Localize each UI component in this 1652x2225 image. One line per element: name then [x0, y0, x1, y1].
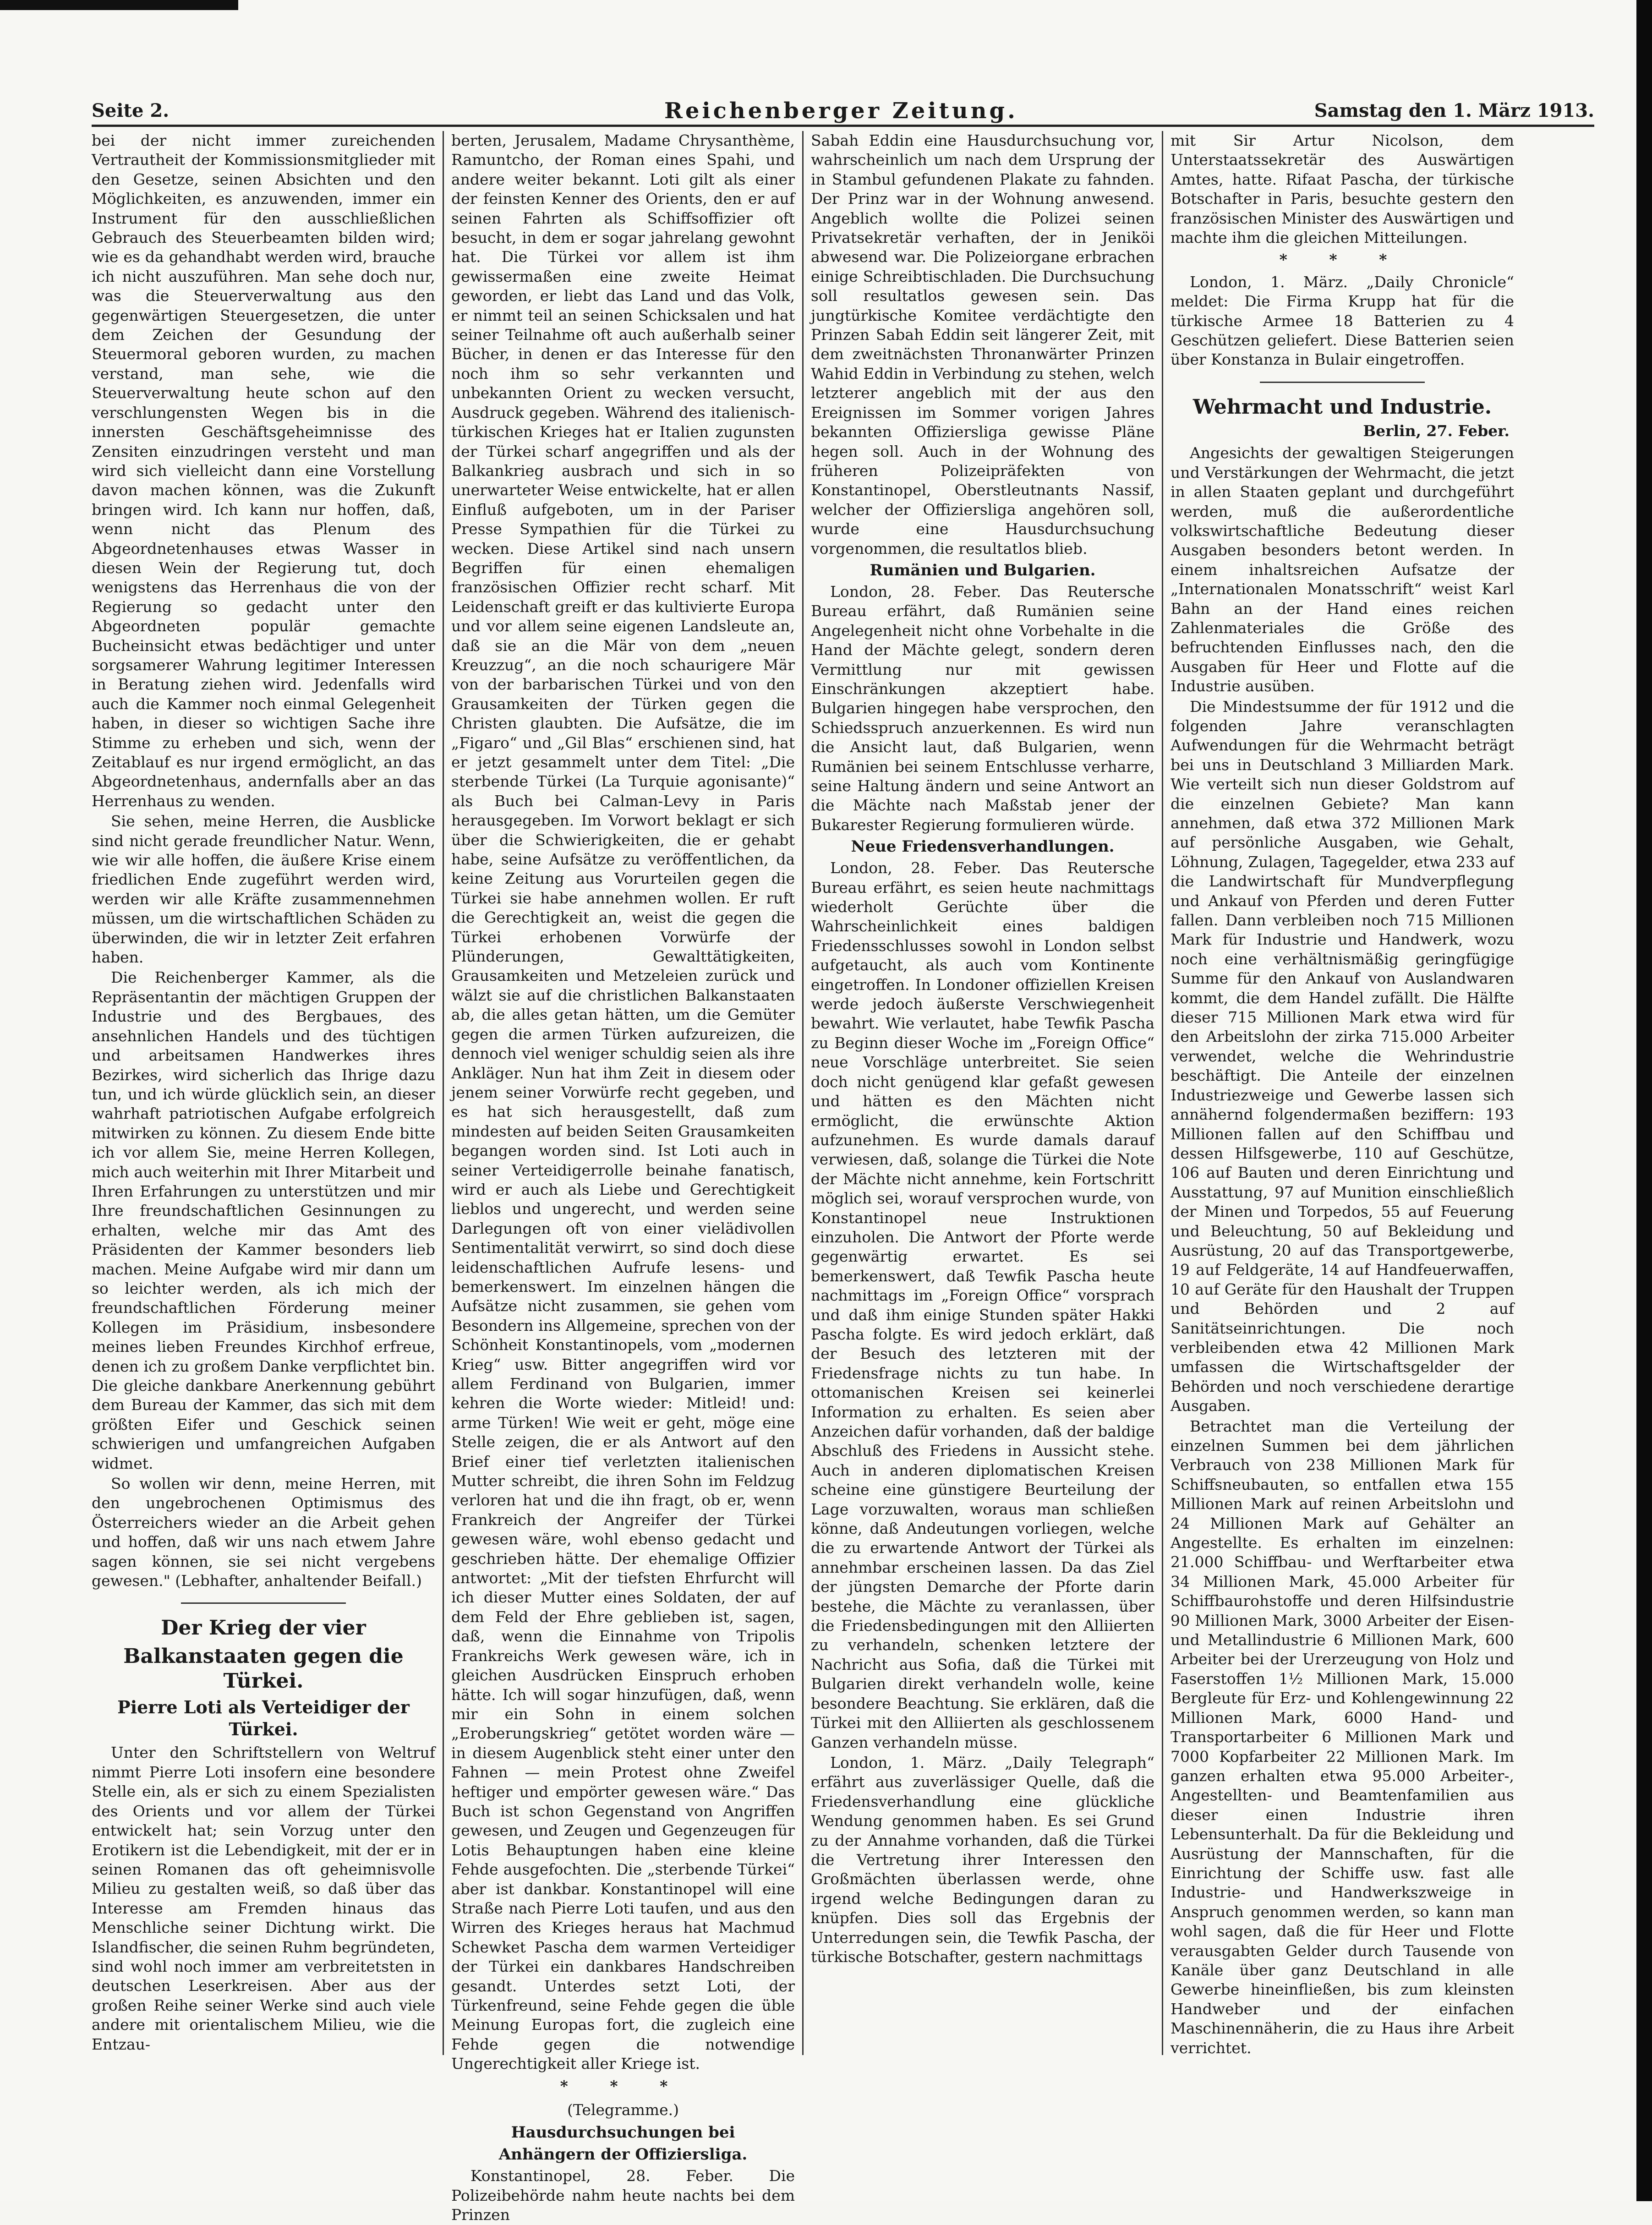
- column-separator: [802, 131, 804, 2055]
- section-heading: Wehrmacht und Industrie.: [1193, 395, 1492, 419]
- article-paragraph: Die Mindestsumme der für 1912 und die folgenden Jahre veranschlagten Aufwendungen für die Wehrmacht beträgt bei uns in Deutschland 3 Milliarden Mark. Wie verteilt sich nun dieser Goldstrom auf die einzelnen Gebiete? Man kann annehmen, daß etwa 372 Millionen Mark auf persönliche Ausgaben, wie Gehalt, Löhnung, Zulagen, Tagegelder, etwa 233 auf die Landwirtschaft für Mundverpflegung und Ankauf von Pferden und deren Futter fallen. Dann verbleiben noch 715 Millionen Mark für Industrie und Handwerk, wozu noch eine verhältnismäßig geringfügige Summe für den Ankauf von Auslandwaren kommt, die dem Handel zufällt. Die Hälfte dieser 715 Millionen Mark etwa wird für den Arbeitslohn der zirka 715.000 Arbeiter verwendet, welche die Wehrindustrie beschäftigt. Die Anteile der einzelnen Industriezweige und Gewerbe lassen sich annähernd folgendermaßen beziffern: 193 Millionen fallen auf den Schiffbau und dessen Hilfsgewerbe, 110 auf Geschütze, 106 auf Bauten und deren Einrichtung und Ausstattung, 97 auf Munition einschließlich der Minen und Torpedos, 55 auf Feuerung und Beleuchtung, 50 auf Bekleidung und Ausrüstung, 20 auf das Transportgewerbe, 19 auf Feldgeräte, 14 auf Handfeuerwaffen, 10 auf Geräte für den Haushalt der Truppen und Behörden und 2 auf Sanitätseinrichtungen. Die noch verbleibenden etwa 42 Millionen Mark umfassen die Wirtschaftsgelder der Behörden und noch verschiedene derartige Ausgaben.: [1171, 697, 1514, 1415]
- article-heading: Neue Friedensverhandlungen.: [851, 837, 1115, 856]
- column-1: [92, 131, 435, 2055]
- scan-edge-top: [0, 0, 238, 10]
- column-separator: [1162, 131, 1163, 2055]
- scan-edge: [1636, 0, 1652, 2201]
- article-heading: Anhängern der Offiziersliga.: [498, 2145, 748, 2164]
- article-paragraph: Sie sehen, meine Herren, die Ausblicke sind nicht gerade freundlicher Natur. Wenn, wie wir alle hoffen, die äußere Krise einem friedlichen Ende zugeführt werden wird, werden wir alle Kräfte zusammennehmen müssen, um die wirtschaftlichen Schäden zu überwinden, die wir in letzter Zeit erfahren haben.: [92, 812, 435, 967]
- article-paragraph: So wollen wir denn, meine Herren, mit den ungebrochenen Optimismus des Österreichers wieder an die Arbeit gehen und hoffen, daß wir uns nach etwem Jahre sagen können, sie sei nicht vergebens gewesen." (Lebhafter, anhaltender Beifall.): [92, 1475, 435, 1590]
- article-heading: Pierre Loti als Verteidiger der Türkei.: [117, 1697, 410, 1740]
- section-stars: * * *: [1279, 251, 1406, 269]
- section-heading: Der Krieg der vier: [161, 1616, 366, 1640]
- page-header: [92, 96, 1594, 128]
- article-paragraph: mit Sir Artur Nicolson, dem Unterstaatssekretär des Auswärtigen Amtes, hatte. Rifaat Pascha, der türkische Botschafter in Paris, besuchte gestern den französischen Minister des Auswärtigen und machte ihm die gleichen Mitteilungen.: [1171, 131, 1514, 247]
- column-separator: [443, 131, 444, 2055]
- article-paragraph: London, 28. Feber. Das Reutersche Bureau erfährt, daß Rumänien seine Angelegenheit nicht ohne Vorbehalte in die Hand der Mächte gelegt, sondern deren Vermittlung nur mit gewissen Einschränkungen akzeptiert habe. Bulgarien hingegen habe versprochen, den Schiedsspruch anzuerkennen. Es wird nun die Ansicht laut, daß Bulgarien, wenn Rumänien bei seinem Entschlusse verharre, seine Haltung ändern und seine Antwort an die Mächte nach Maßstab jener der Bukarester Regierung formulieren würde.: [811, 582, 1154, 834]
- article-paragraph: London, 1. März. „Daily Chronicle“ meldet: Die Firma Krupp hat für die türkische Armee 18 Batterien zu 4 Geschützen geliefert. Diese Batterien seien über Konstanza in Bulair eingetroffen.: [1171, 273, 1514, 369]
- dateline: Berlin, 27. Feber.: [1363, 421, 1510, 440]
- section-divider: [1260, 382, 1425, 383]
- section-stars: * * *: [560, 2077, 686, 2095]
- article-paragraph: Angesichts der gewaltigen Steigerungen und Verstärkungen der Wehrmacht, die jetzt in allen Staaten geplant und durchgeführt werden, muß die außerordentliche volkswirtschaftliche Bedeutung dieser Ausgaben besonders betont werden. In einem inhaltsreichen Aufsatze der „Internationalen Monatsschrift“ weist Karl Bahn an der Hand eines reichen Zahlenmateriales die Größe des befruchtenden Einflusses nach, den die Ausgaben für Heer und Flotte auf die Industrie ausüben.: [1171, 444, 1514, 695]
- issue-date: Samstag den 1. März 1913.: [1314, 100, 1594, 121]
- article-paragraph: Betrachtet man die Verteilung der einzelnen Summen bei dem jährlichen Verbrauch von 238 Millionen Mark für Schiffsneubauten, so entfallen etwa 155 Millionen Mark auf reinen Arbeitslohn und 24 Millionen Mark auf Gehälter an Angestellte. Es erhalten im einzelnen: 21.000 Schiffbau- und Werftarbeiter etwa 34 Millionen Mark, 45.000 Arbeiter für Schiffbaurohstoffe und deren Hilfsindustrie 90 Millionen Mark, 3000 Arbeiter der Eisen- und Metallindustrie 6 Millionen Mark, 600 Arbeiter bei der Urerzeugung von Holz und Faserstoffen 1½ Millionen Mark, 15.000 Bergleute für Erz- und Kohlengewinnung 22 Millionen Mark, 6000 Hand- und Transportarbeiter 6 Millionen Mark und 7000 Kopfarbeiter 22 Millionen Mark. Im ganzen erhalten etwa 95.000 Arbeiter-, Angestellten- und Beamtenfamilien aus dieser einen Industrie ihren Lebensunterhalt. Da für die Bekleidung und Ausrüstung der Mannschaften, für die Einrichtung der Schiffe usw. fast alle Industrie- und Handwerkszweige in Anspruch genommen werden, so kann man wohl sagen, daß die für Heer und Flotte verausgabten Gelder durch Tausende von Kanäle über ganz Deutschland in alle Gewerbe hineinfließen, bis zum kleinsten Handweber und der einfachen Maschinennäherin, die zu Haus ihre Arbeit verrichtet.: [1171, 1417, 1514, 2057]
- section-divider: [181, 1602, 346, 1604]
- section-heading: Balkanstaaten gegen die Türkei.: [123, 1645, 404, 1693]
- article-paragraph: London, 1. März. „Daily Telegraph“ erfährt aus zuverlässiger Quelle, daß die Friedensverhandlung eine glückliche Wendung genommen haben. Es sei Grund zu der Annahme vorhanden, daß die Türkei die Vertretung ihrer Interessen den Großmächten überlassen werde, ohne irgend welche Bedingungen daran zu knüpfen. Dies soll das Ergebnis der Unterredungen sein, die Tewfik Pascha, der türkische Botschafter, gestern nachmittags: [811, 1753, 1154, 1966]
- article-paragraph: Konstantinopel, 28. Feber. Die Polizeibehörde nahm heute nachts bei dem Prinzen: [451, 2167, 795, 2224]
- article-paragraph: berten, Jerusalem, Madame Chrysanthème, Ramuntcho, der Roman eines Spahi, und andere weiter bekannt. Loti gilt als einer der feinsten Kenner des Orients, den er auf seinen Fahrten als Schiffsoffizier oft besucht, in dem er sogar jahrelang gewohnt hat. Die Türkei vor allem ist ihm gewissermaßen eine zweite Heimat geworden, er liebt das Land und das Volk, er nimmt teil an seinen Schicksalen und hat seiner Teilnahme oft auch außerhalb seiner Bücher, in denen er das Interesse für den noch ihm so sehr verkannten und unbekannten Orient zu wecken versucht, Ausdruck gegeben. Während des italienisch-türkischen Krieges hat er Italien zugunsten der Türkei scharf angegriffen und als der Balkankrieg ausbrach und sich in so unerwarteter Weise entwickelte, hat er allen Einfluß aufgeboten, um in der Pariser Presse Sympathien für die Türkei zu wecken. Diese Artikel sind nach unsern Begriffen für einen ehemaligen französischen Offizier recht scharf. Mit Leidenschaft greift er das kultivierte Europa und vor allem seine eigenen Landsleute an, daß sie an die Mär von dem „neuen Kreuzzug“, an die noch schaurigere Mär von der barbarischen Türkei und von den Grausamkeiten der Türken gegen die Christen glaubten. Die Aufsätze, die im „Figaro“ und „Gil Blas“ erschienen sind, hat er jetzt gesammelt unter dem Titel: „Die sterbende Türkei (La Turquie agonisante)“ als Buch bei Calman-Levy in Paris herausgegeben. Im Vorwort beklagt er sich über die Schwierigkeiten, die er gehabt habe, seine Aufsätze zu veröffentlichen, da keine Zeitung aus Vorurteilen gegen die Türkei sie habe annehmen wollen. Er ruft die Gerechtigkeit an, weist die gegen die Türkei erhobenen Vorwürfe der Plünderungen, Gewalttätigkeiten, Grausamkeiten und Metzeleien zurück und wälzt sie auf die christlichen Balkanstaaten ab, die alles getan hätten, um die Gemüter gegen die armen Türken aufzureizen, die dennoch viel weniger schuldig seien als ihre Ankläger. Nun hat ihm Zeit in diesem oder jenem seiner Vorwürfe recht gegeben, und es hat sich herausgestellt, daß zum mindesten auf beiden Seiten Grausamkeiten begangen worden sind. Ist Loti auch in seiner Verteidigerrolle beinahe fanatisch, wird er auch als Liebe und Gerechtigkeit lieblos und ungerecht, und werden seine Darlegungen oft von einer vielädivollen Sentimentalität verwirrt, so sind doch diese leidenschaftlichen Aufrufe lesens- und bemerkenswert. Im einzelnen hängen die Aufsätze nicht zusammen, sie gehen vom Besondern ins Allgemeine, sprechen von der Schönheit Konstantinopels, vom „modernen Krieg“ usw. Bitter angegriffen wird vor allem Ferdinand von Bulgarien, immer kehren die Worte wieder: Mitleid! und: arme Türken! Wie weit er geht, möge eine Stelle zeigen, die er als Antwort auf den Brief einer tief verletzten italienischen Mutter schreibt, die ihren Sohn im Feldzug verloren hat und die ihn fragt, ob er, wenn Frankreich der Angreifer der Türkei gewesen wäre, wohl ebenso gedacht und geschrieben hätte. Der ehemalige Offizier antwortet: „Mit der tiefsten Ehrfurcht will ich dieser Mutter eines Soldaten, der auf dem Feld der Ehre geblieben ist, sagen, daß, wenn die Einnahme von Tripolis Frankreichs Werk gewesen wäre, ich in gleichen Ausdrücken Einspruch erhoben hätte. Ich will sogar hinzufügen, daß, wenn mir ein Sohn in einem solchen „Eroberungskrieg“ getötet worden wäre — in diesem Augenblick steht einer unter den Fahnen — mein Protest ohne Zweifel heftiger und empörter gewesen wäre.“ Das Buch ist schon Gegenstand von Angriffen gewesen, und Zeugen und Gegenzeugen für Lotis Behauptungen haben eine kleine Fehde ausgefochten. Die „sterbende Türkei“ aber ist dankbar. Konstantinopel will eine Straße nach Pierre Loti taufen, und aus den Wirren des Krieges heraus hat Machmud Schewket Pascha dem warmen Verteidiger der Türkei ein dankbares Handschreiben gesandt. Unterdes setzt Loti, der Türkenfreund, seine Fehde gegen die üble Meinung Europas fort, die zugleich eine Fehde gegen die notwendige Ungerechtigkeit aller Kriege ist.: [451, 131, 795, 2073]
- article-heading: Hausdurchsuchungen bei: [511, 2123, 735, 2142]
- column-3: [811, 131, 1154, 2055]
- article-paragraph: bei der nicht immer zureichenden Vertrautheit der Kommissionsmitglieder mit den Gesetze, seinen Absichten und den Möglichkeiten, es anzuwenden, immer ein Instrument für den ausschließlichen Gebrauch des Steuerbeamten bilden wird; wie es da gehandhabt werden wird, brauche ich nicht auszuführen. Man sehe doch nur, was die Steuerverwaltung aus den gegenwärtigen Steuergesetzen, die unter dem Zeichen der Gesundung der Steuermoral geboren wurden, zu machen verstand, man sehe, wie die Steuerverwaltung heute schon auf den verschlungensten Wegen bis in die innersten Geschäftsgeheimnisse des Zensiten einzudringen versteht und man wird sich vielleicht dann eine Vorstellung davon machen können, was die Zukunft bringen wird. Ich kann nur hoffen, daß, wenn nicht das Plenum des Abgeordnetenhauses etwas Wasser in diesen Wein der Regierung tut, doch wenigstens das Herrenhaus die von der Regierung so gedacht unter den Abgeordneten populär gemachte Bucheinsicht etwas bedächtiger und unter sorgsamerer Wahrung legitimer Interessen in Beratung ziehen wird. Jedenfalls wird auch die Kammer noch einmal Gelegenheit haben, in dieser so wichtigen Sache ihre Stimme zu erheben und sich, wenn der Zeitablauf es nur irgend ermöglicht, an das Abgeordnetenhaus, andernfalls aber an das Herrenhaus zu wenden.: [92, 131, 435, 810]
- article-paragraph: Sabah Eddin eine Hausdurchsuchung vor, wahrscheinlich um nach dem Ursprung der in Stambul gefundenen Plakate zu fahnden. Der Prinz war in der Wohnung anwesend. Angeblich wollte die Polizei seinen Privatsekretär verhaften, der in Jeniköi abwesend war. Die Polizeiorgane erbrachen einige Schreibtischladen. Die Durchsuchung soll resultatlos gewesen sein. Das jungtürkische Komitee verdächtigte den Prinzen Sabah Eddin seit längerer Zeit, mit dem zweitnächsten Thronanwärter Prinzen Wahid Eddin in Verbindung zu stehen, welch letzterer angeblich mit der aus den Ereignissen im Sommer vorigen Jahres bekannten Offiziersliga gewisse Pläne hegen soll. Auch in der Wohnung des früheren Polizeipräfekten von Konstantinopel, Oberstleutnants Nassif, welcher der Offiziersliga angehören soll, wurde eine Hausdurchsuchung vorgenommen, die resultatlos blieb.: [811, 131, 1154, 558]
- article-paragraph: Die Reichenberger Kammer, als die Repräsentantin der mächtigen Gruppen der Industrie und des Bergbaues, des ansehnlichen Handels und des tüchtigen und arbeitsamen Handwerkes ihres Bezirkes, wird sicherlich das Ihrige dazu tun, und ich würde glücklich sein, an dieser wahrhaft patriotischen Aufgabe erfolgreich mitwirken zu können. Zu diesem Ende bitte ich vor allem Sie, meine Herren Kollegen, mich auch weiterhin mit Ihrer Mitarbeit und Ihren Erfahrungen zu unterstützen und mir Ihre freundschaftlichen Gesinnungen zu erhalten, welche mir das Amt des Präsidenten der Kammer besonders lieb machen. Meine Aufgabe wird mir dann um so leichter werden, als ich mich der freundschaftlichen Förderung meiner Kollegen im Präsidium, insbesondere meines lieben Freundes Kirchhof erfreue, denen ich zu großem Danke verpflichtet bin. Die gleiche dankbare Anerkennung gebührt dem Bureau der Kammer, das sich mit dem größten Eifer und Geschick seinen schwierigen und umfangreichen Aufgaben widmet.: [92, 968, 435, 1472]
- page-number: Seite 2.: [92, 100, 170, 121]
- article-heading: Rumänien und Bulgarien.: [870, 561, 1096, 579]
- newspaper-title: Reichenberger Zeitung.: [664, 98, 1018, 124]
- column-4: [1171, 131, 1514, 2055]
- article-paragraph: London, 28. Feber. Das Reutersche Bureau erfährt, es seien heute nachmittags wiederholt Gerüchte über die Wahrscheinlichkeit eines baldigen Friedensschlusses sowohl in London selbst aufgetaucht, als auch vom Kontinente eingetroffen. In Londoner offiziellen Kreisen werde jedoch äußerste Verschwiegenheit bewahrt. Wie verlautet, habe Tewfik Pascha zu Beginn dieser Woche im „Foreign Office“ neue Vorschläge unterbreitet. Sie seien doch nicht genügend klar gefaßt gewesen und hätten es den Mächten nicht ermöglicht, die erwünschte Aktion aufzunehmen. Es wurde damals darauf verwiesen, daß, solange die Türkei die Note der Mächte nicht annehme, kein Fortschritt möglich sei, worauf versprochen wurde, von Konstantinopel neue Instruktionen einzuholen. Die Antwort der Pforte werde gegenwärtig erwartet. Es sei bemerkenswert, daß Tewfik Pascha heute nachmittags im „Foreign Office“ vorsprach und daß ihm einige Stunden später Hakki Pascha folgte. Es wird jedoch erklärt, daß der Besuch des letzteren mit der Friedensfrage nichts zu tun habe. In ottomanischen Kreisen sei keinerlei Information zu erhalten. Es seien aber Anzeichen dafür vorhanden, daß der baldige Abschluß des Friedens in Aussicht stehe. Auch in anderen diplomatischen Kreisen scheine eine günstigere Beurteilung der Lage vorzuwalten, woraus man schließen könne, daß Andeutungen vorliegen, welche die zu erwartende Antwort der Türkei als annehmbar erscheinen lassen. Da das Ziel der jüngsten Demarche der Pforte darin bestehe, die Mächte zu veranlassen, über die Friedensbedingungen mit den Alliierten zu verhandeln, schenken letztere der Nachricht aus Sofia, daß die Türkei mit Bulgarien direkt verhandeln wolle, keine besondere Beachtung. Sie erklären, daß die Türkei mit den Alliierten als geschlossenem Ganzen verhandeln müsse.: [811, 859, 1154, 1751]
- column-2: [451, 131, 795, 2224]
- article-paragraph: Unter den Schriftstellern von Weltruf nimmt Pierre Loti insofern eine besondere Stelle ein, als er sich zu einem Spezialisten des Orients und vor allem der Türkei entwickelt hat; sein Vorzug unter den Erotikern ist die Lebendigkeit, mit der er in seinen Romanen das oft geheimnisvolle Milieu zu gestalten weiß, so daß über das Interesse am Fremden hinaus das Menschliche seiner Dichtung wirkt. Die Islandfischer, die seinen Ruhm begründeten, sind wohl noch immer am verbreitetsten in deutschen Leserkreisen. Aber aus der großen Reihe seiner Werke sind auch viele andere mit orientalischem Milieu, wie die Entzau-: [92, 1744, 435, 2053]
- header-rule: [92, 125, 1594, 127]
- telegram-label: (Telegramme.): [567, 2101, 679, 2119]
